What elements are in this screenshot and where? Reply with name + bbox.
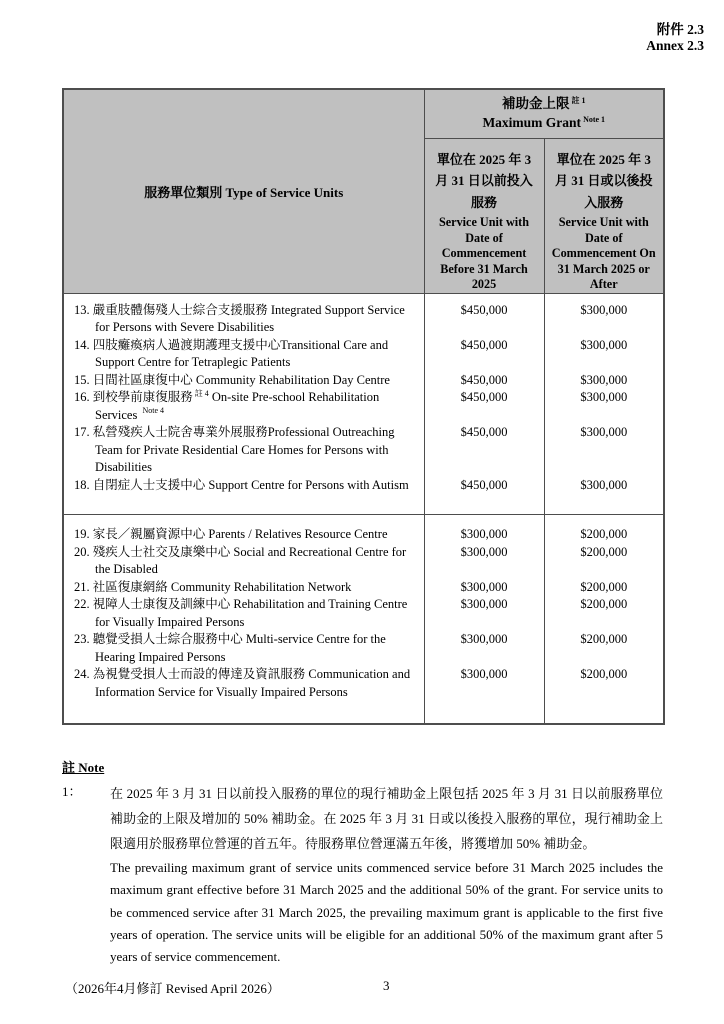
amount-before-cell: $300,000 <box>424 515 544 544</box>
table-row <box>63 631 664 666</box>
amount-before-cell: $300,000 <box>424 544 544 579</box>
max-grant-zh-note-ref: 註 1 <box>571 95 586 105</box>
amount-before-cell: $450,000 <box>424 337 544 372</box>
amount-after-cell: $200,000 <box>544 515 664 544</box>
amount-before-cell: $450,000 <box>424 477 544 515</box>
table-row <box>63 389 664 424</box>
table-row <box>63 293 664 337</box>
note-1 <box>62 781 663 968</box>
table-row <box>63 372 664 390</box>
service-name-zh: 到校學前康復服務 <box>92 390 193 404</box>
service-name: 四肢癱瘓病人過渡期護理支援中心Transitional Care and Support Centre for Tetraplegic Patients <box>92 337 389 369</box>
service-name: 殘疾人士社交及康樂中心 Social and Recreational Centre for the Disabled <box>92 544 407 576</box>
revision-footer: （2026年4月修訂 Revised April 2026） <box>65 981 280 996</box>
table-row <box>63 544 664 579</box>
amount-after-cell: $300,000 <box>544 293 664 337</box>
notes-heading: 註 Note <box>62 760 105 775</box>
row-number: 16. <box>74 390 90 404</box>
table-row <box>63 666 664 724</box>
amount-after-cell: $200,000 <box>544 666 664 724</box>
table-row <box>63 515 664 544</box>
column-header-after-zh: 單位在 2025 年 3 月 31 日或以後投入服務 <box>554 151 653 210</box>
service-type-column-header: 服務單位類別 Type of Service Units <box>63 89 424 293</box>
service-name-en: On-site Pre-school Rehabilitation Services <box>95 390 380 422</box>
note-1-text-zh: 在 2025 年 3 月 31 日以前投入服務的單位的現行補助金上限包括 2025 年 3 月 31 日以前服務單位補助金的上限及增加的 50% 補助金。在 2025 年 3 月 31 日或以後投入服務的單位，現行補助金上限適用於服務單位營運的首五年。待服務單位營運滿五年後，將獲增加 50% 補助金。 <box>110 786 663 851</box>
service-name: 聽覺受損人士綜合服務中心 Multi-service Centre for the Hearing Impaired Persons <box>92 632 386 664</box>
service-type-cell <box>63 293 424 337</box>
service-type-cell <box>63 337 424 372</box>
row-number: 19. <box>74 527 90 541</box>
annex-zh: 附件 2.3 <box>656 22 704 37</box>
service-type-cell <box>63 579 424 597</box>
amount-after-cell: $200,000 <box>544 579 664 597</box>
max-grant-en-note-ref: Note 1 <box>583 114 606 124</box>
amount-before-cell: $300,000 <box>424 596 544 631</box>
service-name: 家長／親屬資源中心 Parents / Relatives Resource Centre <box>92 527 388 541</box>
service-type-cell <box>63 666 424 724</box>
row-number: 21. <box>74 579 90 594</box>
service-name: 為視覺受損人士而設的傳達及資訊服務 Communication and Information Service for Visually Impaired Persons <box>92 667 411 699</box>
table-row <box>63 337 664 372</box>
service-type-cell <box>63 515 424 544</box>
column-header-before-zh: 單位在 2025 年 3 月 31 日以前投入服務 <box>435 151 533 210</box>
note-1-text-en: The prevailing maximum grant of service units commenced service before 31 March 2025 includes the maximum grant effective before 31 March 2025 and the additional 50% of the grant. For service units to be commenced service after 31 March 2025, the prevailing maximum grant is applicable to the first five years of operation. The service units will be eligible for an additional 50% of the maximum grant after 5 years of service commencement. <box>110 860 663 965</box>
service-name: 視障人士康復及訓練中心 Rehabilitation and Training Centre for Visually Impaired Persons <box>92 597 408 629</box>
max-grant-zh: 補助金上限 <box>502 96 570 111</box>
note-1-number: 1： <box>62 784 82 799</box>
amount-after-cell: $200,000 <box>544 544 664 579</box>
max-grant-en: Maximum Grant <box>482 115 582 130</box>
amount-before-cell: $450,000 <box>424 372 544 390</box>
column-header-after-en: Service Unit with Date of Commencement On 31 March 2025 or After <box>551 215 656 291</box>
service-name: 自閉症人士支援中心 Support Centre for Persons with Autism <box>92 477 409 492</box>
service-note-ref-en: Note 4 <box>142 406 165 416</box>
amount-after-cell: $300,000 <box>544 477 664 515</box>
maximum-grant-table <box>62 88 665 725</box>
page-number: 3 <box>383 978 390 993</box>
table-row <box>63 579 664 597</box>
annex-label <box>646 22 704 54</box>
table-row <box>63 596 664 631</box>
amount-before-cell: $300,000 <box>424 631 544 666</box>
maximum-grant-header <box>424 89 664 138</box>
annex-en: Annex 2.3 <box>646 38 704 53</box>
service-type-cell <box>63 544 424 579</box>
row-number: 22. <box>74 597 90 611</box>
row-number: 23. <box>74 632 90 646</box>
row-number: 24. <box>74 667 90 681</box>
column-header-before-en: Service Unit with Date of Commencement Before 31 March 2025 <box>438 215 530 291</box>
amount-before-cell: $450,000 <box>424 389 544 424</box>
service-note-ref-zh: 註 4 <box>194 388 209 398</box>
amount-before-cell: $450,000 <box>424 293 544 337</box>
amount-before-cell: $300,000 <box>424 579 544 597</box>
amount-before-cell: $300,000 <box>424 666 544 724</box>
row-number: 15. <box>74 372 90 387</box>
service-type-cell <box>63 631 424 666</box>
notes-section <box>62 757 663 968</box>
row-number: 17. <box>74 425 90 439</box>
amount-after-cell: $200,000 <box>544 596 664 631</box>
amount-after-cell: $200,000 <box>544 631 664 666</box>
amount-after-cell: $300,000 <box>544 424 664 477</box>
service-name: 日間社區康復中心 Community Rehabilitation Day Centre <box>92 372 390 387</box>
column-header-after <box>544 138 664 293</box>
table-row <box>63 477 664 515</box>
service-name: 社區復康網絡 Community Rehabilitation Network <box>92 579 352 594</box>
service-type-cell <box>63 477 424 515</box>
service-name: 私營殘疾人士院舍專業外展服務Professional Outreaching Team for Private Residential Care Homes for Persons with Disabilities <box>92 425 395 474</box>
service-type-cell <box>63 372 424 390</box>
table-row <box>63 424 664 477</box>
service-type-cell <box>63 596 424 631</box>
service-type-cell <box>63 389 424 424</box>
amount-before-cell: $450,000 <box>424 424 544 477</box>
column-header-before <box>424 138 544 293</box>
service-name: 嚴重肢體傷殘人士綜合支援服務 Integrated Support Service for Persons with Severe Disabilities <box>92 302 405 334</box>
row-number: 13. <box>74 302 90 317</box>
row-number: 14. <box>74 337 90 352</box>
row-number: 20. <box>74 544 90 559</box>
row-group-19-24 <box>63 515 664 725</box>
service-type-cell <box>63 424 424 477</box>
table-header <box>63 89 664 293</box>
amount-after-cell: $300,000 <box>544 389 664 424</box>
row-group-13-18 <box>63 293 664 515</box>
amount-after-cell: $300,000 <box>544 372 664 390</box>
row-number: 18. <box>74 477 90 492</box>
amount-after-cell: $300,000 <box>544 337 664 372</box>
